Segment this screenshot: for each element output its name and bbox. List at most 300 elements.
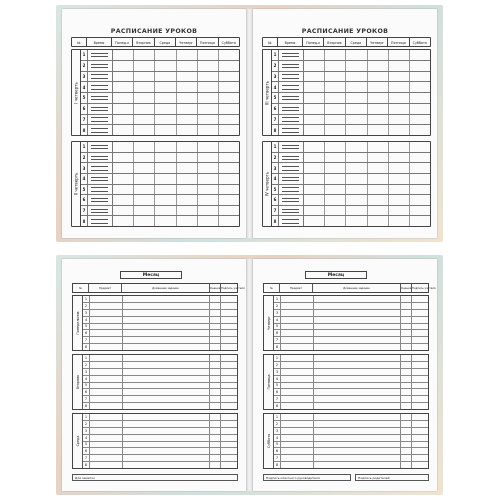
lesson-cell[interactable]	[113, 82, 134, 92]
lesson-number: 1	[83, 296, 90, 302]
lesson-cell[interactable]	[325, 174, 346, 184]
lesson-cell[interactable]	[346, 142, 367, 152]
lesson-cell[interactable]	[304, 125, 325, 135]
lesson-cell[interactable]	[134, 82, 155, 92]
lesson-cell[interactable]	[155, 93, 176, 103]
grade-field[interactable]	[210, 344, 221, 350]
lesson-cell[interactable]	[389, 185, 410, 195]
diary-row	[274, 375, 428, 382]
time-field[interactable]	[279, 153, 304, 163]
lesson-cell[interactable]	[155, 142, 176, 152]
lesson-cell[interactable]	[155, 104, 176, 114]
lesson-cell[interactable]	[304, 115, 325, 125]
lesson-cell[interactable]	[198, 153, 219, 163]
lesson-cell[interactable]	[304, 82, 325, 92]
time-field[interactable]	[88, 125, 113, 135]
subject-field[interactable]	[281, 462, 314, 468]
time-field[interactable]	[279, 142, 304, 152]
lesson-cell[interactable]	[198, 115, 219, 125]
subject-field[interactable]	[90, 403, 123, 409]
lesson-cell[interactable]	[113, 174, 134, 184]
time-field[interactable]	[88, 216, 113, 226]
time-field[interactable]	[88, 72, 113, 82]
lesson-cell[interactable]	[134, 185, 155, 195]
lesson-cell[interactable]	[113, 50, 134, 60]
lesson-number: 1	[272, 142, 279, 152]
lesson-cell[interactable]	[368, 216, 389, 226]
time-field[interactable]	[88, 93, 113, 103]
lesson-cell[interactable]	[389, 153, 410, 163]
lesson-cell[interactable]	[198, 61, 219, 71]
lesson-cell[interactable]	[389, 125, 410, 135]
homework-field[interactable]	[123, 403, 210, 409]
homework-field[interactable]	[314, 403, 401, 409]
lesson-cell[interactable]	[134, 195, 155, 205]
lesson-cell[interactable]	[177, 50, 198, 60]
lesson-cell[interactable]	[177, 115, 198, 125]
lesson-cell[interactable]	[410, 163, 430, 173]
lesson-number: 7	[83, 337, 90, 343]
time-field[interactable]	[88, 142, 113, 152]
lesson-cell[interactable]	[177, 61, 198, 71]
lesson-cell[interactable]	[134, 104, 155, 114]
grade-field[interactable]	[401, 403, 412, 409]
lesson-cell[interactable]	[219, 82, 239, 92]
lesson-cell[interactable]	[219, 174, 239, 184]
lesson-cell[interactable]	[219, 72, 239, 82]
lesson-cell[interactable]	[389, 82, 410, 92]
lesson-cell[interactable]	[177, 82, 198, 92]
lesson-row	[272, 152, 430, 163]
lesson-cell[interactable]	[155, 185, 176, 195]
lesson-number: 6	[83, 330, 90, 336]
lesson-cell[interactable]	[389, 163, 410, 173]
lesson-cell[interactable]	[325, 216, 346, 226]
lesson-cell[interactable]	[325, 195, 346, 205]
lesson-cell[interactable]	[177, 125, 198, 135]
lesson-cell[interactable]	[304, 216, 325, 226]
lesson-cell[interactable]	[155, 61, 176, 71]
lesson-cell[interactable]	[134, 216, 155, 226]
lesson-cell[interactable]	[368, 125, 389, 135]
lesson-cell[interactable]	[113, 104, 134, 114]
lesson-cell[interactable]	[304, 163, 325, 173]
time-field[interactable]	[279, 125, 304, 135]
lesson-cell[interactable]	[113, 195, 134, 205]
lesson-cell[interactable]	[177, 206, 198, 216]
lesson-cell[interactable]	[198, 195, 219, 205]
lesson-cell[interactable]	[177, 216, 198, 226]
lesson-number: 6	[274, 448, 281, 454]
lesson-number: 5	[81, 93, 88, 103]
time-field[interactable]	[88, 115, 113, 125]
lesson-cell[interactable]	[134, 72, 155, 82]
lesson-cell[interactable]	[389, 115, 410, 125]
lesson-cell[interactable]	[410, 174, 430, 184]
lesson-cell[interactable]	[368, 185, 389, 195]
lesson-cell[interactable]	[368, 82, 389, 92]
lesson-row	[81, 60, 239, 71]
col-monday: Понед-к	[302, 38, 323, 46]
time-field[interactable]	[279, 82, 304, 92]
time-field[interactable]	[279, 50, 304, 60]
lesson-cell[interactable]	[155, 195, 176, 205]
lesson-cell[interactable]	[113, 185, 134, 195]
day-block-saturday	[263, 413, 429, 469]
time-field[interactable]	[88, 82, 113, 92]
lesson-number: 5	[274, 442, 281, 448]
lesson-row	[272, 142, 430, 152]
lesson-cell[interactable]	[219, 115, 239, 125]
lesson-cell[interactable]	[134, 50, 155, 60]
lesson-cell[interactable]	[346, 216, 367, 226]
time-field[interactable]	[88, 61, 113, 71]
lesson-cell[interactable]	[410, 82, 430, 92]
lesson-cell[interactable]	[177, 72, 198, 82]
lesson-number: 7	[272, 206, 279, 216]
col-time: Время	[277, 38, 302, 46]
subject-field[interactable]	[281, 344, 314, 350]
homework-field[interactable]	[123, 344, 210, 350]
lesson-cell[interactable]	[134, 115, 155, 125]
lesson-cell[interactable]	[155, 82, 176, 92]
lesson-cell[interactable]	[134, 142, 155, 152]
time-field[interactable]	[279, 61, 304, 71]
grade-field[interactable]	[210, 403, 221, 409]
teacher-sign-field[interactable]	[412, 344, 428, 350]
time-field[interactable]	[88, 153, 113, 163]
lesson-cell[interactable]	[389, 174, 410, 184]
lesson-cell[interactable]	[368, 206, 389, 216]
lesson-number: 5	[272, 93, 279, 103]
time-field[interactable]	[88, 104, 113, 114]
lesson-number: 5	[83, 324, 90, 330]
lesson-cell[interactable]	[304, 50, 325, 60]
lesson-cell[interactable]	[113, 115, 134, 125]
lesson-cell[interactable]	[368, 72, 389, 82]
teacher-sign-field[interactable]	[221, 403, 237, 409]
lesson-cell[interactable]	[113, 216, 134, 226]
lesson-cell[interactable]	[177, 174, 198, 184]
time-field[interactable]	[279, 195, 304, 205]
diary-row	[83, 447, 237, 454]
lesson-cell[interactable]	[177, 153, 198, 163]
lesson-cell[interactable]	[304, 104, 325, 114]
lesson-number: 2	[83, 421, 90, 427]
lesson-cell[interactable]	[325, 61, 346, 71]
lesson-cell[interactable]	[346, 195, 367, 205]
lesson-number: 8	[274, 344, 281, 350]
lesson-cell[interactable]	[389, 72, 410, 82]
lesson-cell[interactable]	[346, 93, 367, 103]
lesson-cell[interactable]	[346, 163, 367, 173]
lesson-cell[interactable]	[113, 163, 134, 173]
lesson-cell[interactable]	[177, 195, 198, 205]
lesson-cell[interactable]	[198, 206, 219, 216]
homework-field[interactable]	[314, 462, 401, 468]
time-field[interactable]	[279, 72, 304, 82]
day-label: Среда	[75, 435, 80, 447]
grade-field[interactable]	[401, 344, 412, 350]
lesson-cell[interactable]	[155, 163, 176, 173]
lesson-cell[interactable]	[177, 93, 198, 103]
lesson-cell[interactable]	[325, 206, 346, 216]
lesson-cell[interactable]	[410, 61, 430, 71]
col-number: №	[270, 287, 273, 290]
subject-field[interactable]	[90, 344, 123, 350]
diary-row	[274, 395, 428, 402]
lesson-cell[interactable]	[325, 93, 346, 103]
lesson-cell[interactable]	[346, 206, 367, 216]
lesson-cell[interactable]	[198, 163, 219, 173]
lesson-cell[interactable]	[325, 153, 346, 163]
lesson-cell[interactable]	[219, 142, 239, 152]
lesson-cell[interactable]	[304, 93, 325, 103]
time-field[interactable]	[279, 174, 304, 184]
lesson-cell[interactable]	[219, 153, 239, 163]
lesson-cell[interactable]	[325, 104, 346, 114]
lesson-cell[interactable]	[219, 185, 239, 195]
lesson-cell[interactable]	[113, 93, 134, 103]
lesson-cell[interactable]	[368, 104, 389, 114]
time-field[interactable]	[88, 206, 113, 216]
lesson-cell[interactable]	[198, 185, 219, 195]
diary-row	[83, 388, 237, 395]
day-label: Понедельник	[75, 311, 80, 335]
lesson-cell[interactable]	[198, 93, 219, 103]
diary-row	[274, 382, 428, 389]
time-field[interactable]	[88, 195, 113, 205]
lesson-cell[interactable]	[325, 185, 346, 195]
teacher-sign-field[interactable]	[412, 462, 428, 468]
lesson-cell[interactable]	[219, 163, 239, 173]
grade-field[interactable]	[210, 462, 221, 468]
lesson-cell[interactable]	[368, 142, 389, 152]
lesson-cell[interactable]	[346, 82, 367, 92]
lesson-cell[interactable]	[410, 50, 430, 60]
lesson-cell[interactable]	[410, 206, 430, 216]
lesson-cell[interactable]	[198, 50, 219, 60]
time-field[interactable]	[88, 174, 113, 184]
col-saturday: Суббота	[409, 38, 430, 46]
lesson-cell[interactable]	[389, 104, 410, 114]
diary-row	[274, 323, 428, 330]
day-block-tuesday	[72, 354, 238, 410]
lesson-cell[interactable]	[346, 153, 367, 163]
diary-row	[274, 361, 428, 368]
time-field[interactable]	[88, 163, 113, 173]
lesson-cell[interactable]	[219, 216, 239, 226]
lesson-cell[interactable]	[134, 125, 155, 135]
lesson-cell[interactable]	[368, 163, 389, 173]
lesson-number: 5	[272, 185, 279, 195]
subject-field[interactable]	[281, 403, 314, 409]
time-field[interactable]	[279, 115, 304, 125]
lesson-cell[interactable]	[134, 153, 155, 163]
time-field[interactable]	[88, 50, 113, 60]
lesson-cell[interactable]	[155, 50, 176, 60]
lesson-cell[interactable]	[410, 185, 430, 195]
lesson-cell[interactable]	[219, 93, 239, 103]
lesson-cell[interactable]	[134, 206, 155, 216]
lesson-cell[interactable]	[304, 206, 325, 216]
diary-row	[83, 368, 237, 375]
lesson-number: 4	[81, 174, 88, 184]
lesson-cell[interactable]	[325, 82, 346, 92]
lesson-cell[interactable]	[389, 216, 410, 226]
lesson-cell[interactable]	[134, 174, 155, 184]
lesson-cell[interactable]	[198, 104, 219, 114]
lesson-cell[interactable]	[198, 174, 219, 184]
lesson-cell[interactable]	[346, 115, 367, 125]
lesson-number: 6	[274, 389, 281, 395]
lesson-cell[interactable]	[346, 72, 367, 82]
lesson-cell[interactable]	[368, 61, 389, 71]
lesson-cell[interactable]	[325, 115, 346, 125]
col-teacher-sign: Подпись учителя	[220, 284, 237, 292]
lesson-cell[interactable]	[368, 153, 389, 163]
lesson-cell[interactable]	[134, 93, 155, 103]
lesson-cell[interactable]	[368, 93, 389, 103]
lesson-cell[interactable]	[389, 195, 410, 205]
lesson-cell[interactable]	[219, 195, 239, 205]
day-label: Четверг	[266, 315, 271, 331]
lesson-cell[interactable]	[113, 72, 134, 82]
time-field[interactable]	[279, 185, 304, 195]
lesson-cell[interactable]	[410, 216, 430, 226]
teacher-sign-field[interactable]	[221, 344, 237, 350]
lesson-cell[interactable]	[155, 115, 176, 125]
lesson-cell[interactable]	[113, 142, 134, 152]
time-field[interactable]	[279, 216, 304, 226]
schedule-header	[71, 37, 240, 47]
lesson-cell[interactable]	[113, 206, 134, 216]
lesson-cell[interactable]	[198, 72, 219, 82]
lesson-cell[interactable]	[325, 50, 346, 60]
time-field[interactable]	[279, 104, 304, 114]
lesson-cell[interactable]	[389, 50, 410, 60]
lesson-cell[interactable]	[346, 125, 367, 135]
lesson-cell[interactable]	[304, 153, 325, 163]
lesson-cell[interactable]	[177, 142, 198, 152]
day-block-wednesday	[72, 413, 238, 469]
lesson-number: 8	[272, 216, 279, 226]
grade-field[interactable]	[401, 462, 412, 468]
lesson-cell[interactable]	[410, 153, 430, 163]
col-friday: Пятница	[387, 38, 408, 46]
lesson-cell[interactable]	[219, 61, 239, 71]
lesson-cell[interactable]	[346, 174, 367, 184]
lesson-cell[interactable]	[113, 153, 134, 163]
lesson-number: 4	[274, 435, 281, 441]
lesson-cell[interactable]	[410, 72, 430, 82]
lesson-cell[interactable]	[113, 125, 134, 135]
lesson-cell[interactable]	[325, 72, 346, 82]
lesson-cell[interactable]	[304, 61, 325, 71]
lesson-cell[interactable]	[304, 142, 325, 152]
lesson-cell[interactable]	[134, 61, 155, 71]
lesson-cell[interactable]	[325, 163, 346, 173]
lesson-number: 2	[81, 153, 88, 163]
time-field[interactable]	[279, 163, 304, 173]
lesson-number: 4	[274, 376, 281, 382]
lesson-cell[interactable]	[219, 50, 239, 60]
lesson-cell[interactable]	[325, 125, 346, 135]
lesson-cell[interactable]	[346, 185, 367, 195]
lesson-cell[interactable]	[389, 142, 410, 152]
lesson-cell[interactable]	[346, 61, 367, 71]
lesson-cell[interactable]	[304, 72, 325, 82]
lesson-cell[interactable]	[389, 93, 410, 103]
schedule-table	[71, 37, 240, 225]
lesson-cell[interactable]	[113, 61, 134, 71]
lesson-cell[interactable]	[198, 125, 219, 135]
lesson-cell[interactable]	[389, 206, 410, 216]
diary-header	[263, 283, 436, 293]
lesson-number: 5	[274, 324, 281, 330]
lesson-cell[interactable]	[219, 104, 239, 114]
homework-field[interactable]	[123, 462, 210, 468]
time-field[interactable]	[279, 93, 304, 103]
lesson-cell[interactable]	[346, 50, 367, 60]
lesson-cell[interactable]	[304, 185, 325, 195]
spine	[246, 9, 253, 238]
lesson-cell[interactable]	[410, 104, 430, 114]
lesson-cell[interactable]	[368, 195, 389, 205]
subject-field[interactable]	[90, 462, 123, 468]
col-tuesday: Вторник	[323, 38, 344, 46]
lesson-cell[interactable]	[410, 195, 430, 205]
lesson-cell[interactable]	[219, 206, 239, 216]
lesson-cell[interactable]	[177, 163, 198, 173]
lesson-cell[interactable]	[155, 206, 176, 216]
lesson-cell[interactable]	[304, 195, 325, 205]
lesson-cell[interactable]	[219, 125, 239, 135]
lesson-cell[interactable]	[410, 93, 430, 103]
col-wednesday: Среда	[154, 38, 175, 46]
lesson-cell[interactable]	[134, 163, 155, 173]
lesson-cell[interactable]	[177, 185, 198, 195]
lesson-cell[interactable]	[198, 142, 219, 152]
lesson-cell[interactable]	[198, 216, 219, 226]
lesson-cell[interactable]	[410, 125, 430, 135]
time-field[interactable]	[88, 185, 113, 195]
homework-field[interactable]	[314, 344, 401, 350]
lesson-cell[interactable]	[177, 104, 198, 114]
lesson-cell[interactable]	[410, 115, 430, 125]
lesson-number: 2	[274, 303, 281, 309]
lesson-cell[interactable]	[325, 142, 346, 152]
time-field[interactable]	[279, 206, 304, 216]
diary-row	[274, 441, 428, 448]
lesson-cell[interactable]	[155, 153, 176, 163]
teacher-sign-field[interactable]	[221, 462, 237, 468]
lesson-cell[interactable]	[198, 82, 219, 92]
lesson-cell[interactable]	[155, 216, 176, 226]
lesson-cell[interactable]	[304, 174, 325, 184]
lesson-cell[interactable]	[368, 50, 389, 60]
lesson-cell[interactable]	[368, 174, 389, 184]
teacher-sign-field[interactable]	[412, 403, 428, 409]
lesson-cell[interactable]	[389, 61, 410, 71]
lesson-number: 1	[272, 50, 279, 60]
lesson-cell[interactable]	[410, 142, 430, 152]
lesson-cell[interactable]	[368, 115, 389, 125]
lesson-cell[interactable]	[346, 104, 367, 114]
lesson-cell[interactable]	[155, 174, 176, 184]
lesson-cell[interactable]	[155, 125, 176, 135]
lesson-cell[interactable]	[155, 72, 176, 82]
